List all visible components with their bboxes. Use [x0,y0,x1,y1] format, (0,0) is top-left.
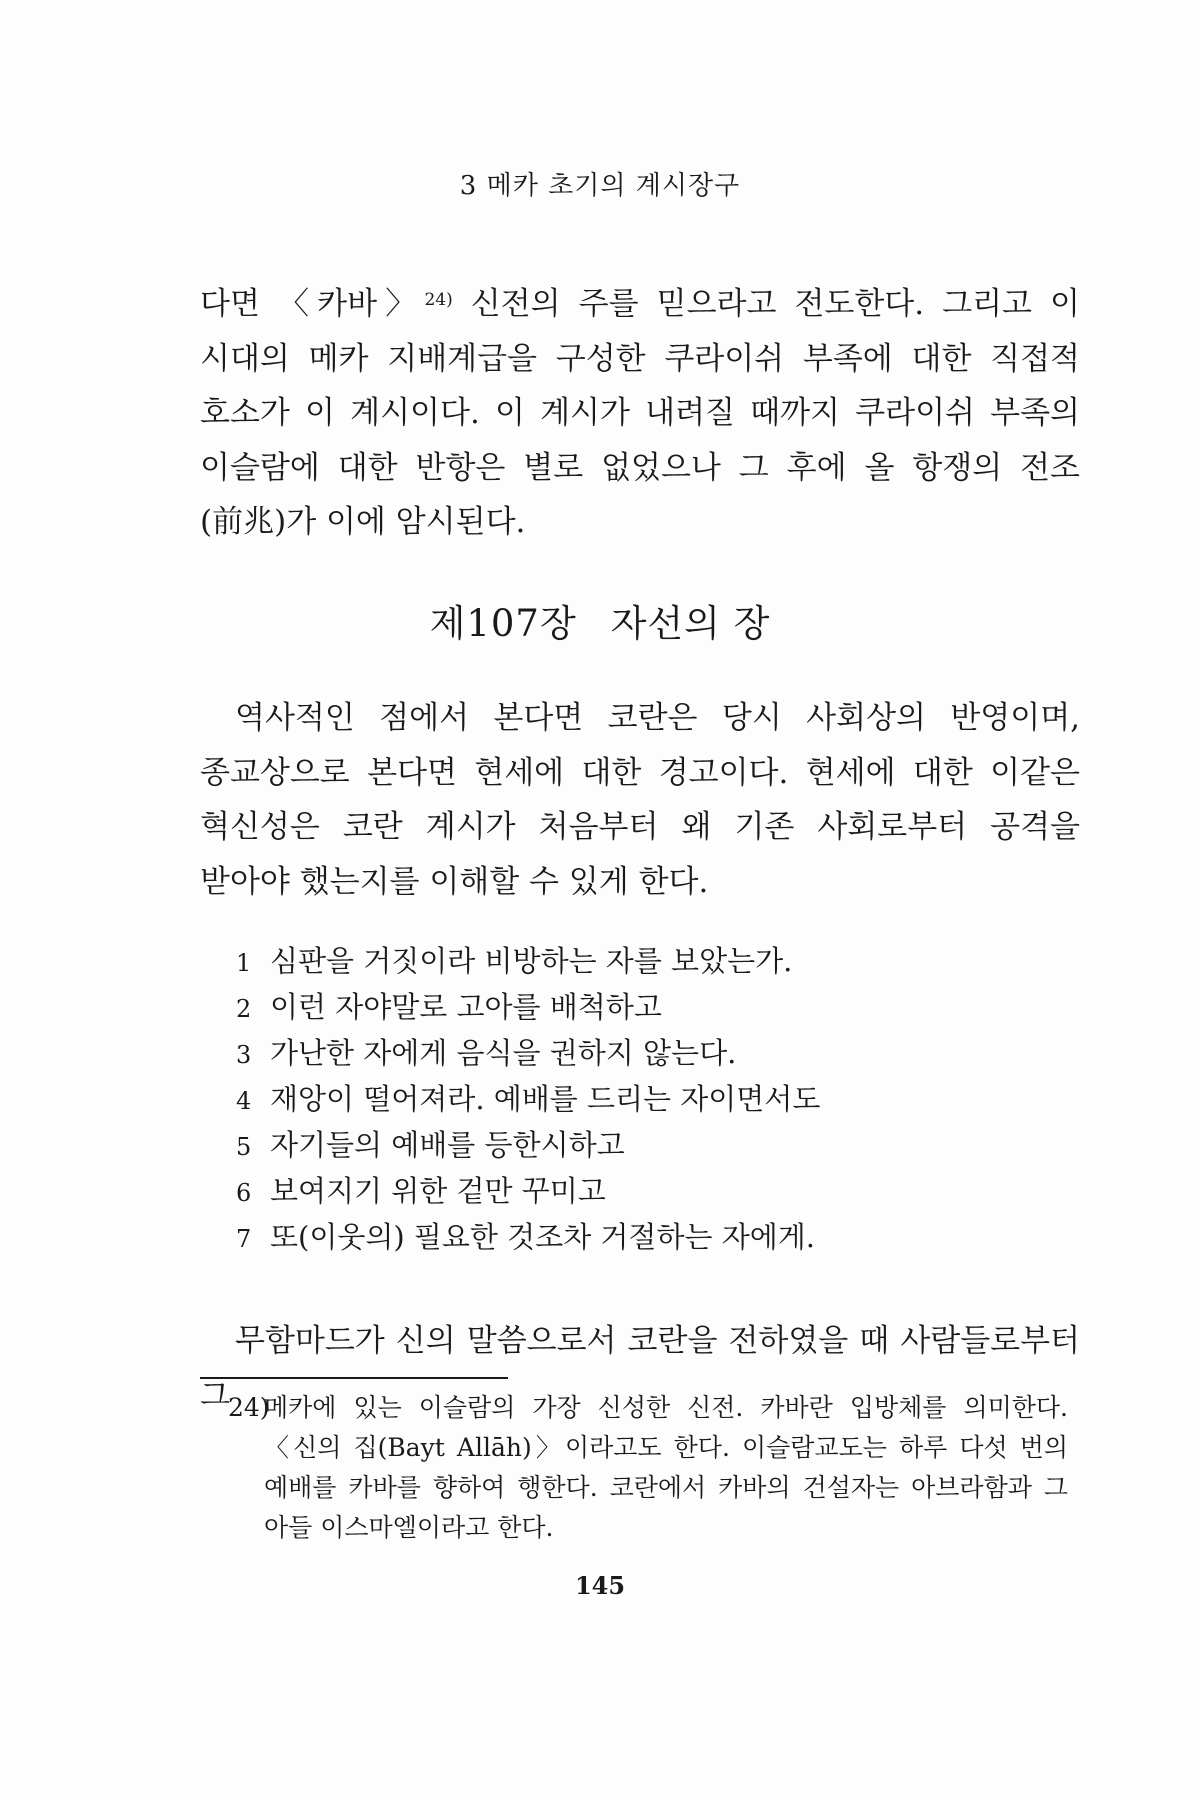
footnote-reference: 24) [424,290,453,310]
running-head: 3 메카 초기의 계시장구 [459,171,741,201]
verse-text: 재앙이 떨어져라. 예배를 드리는 자이면서도 [270,1082,821,1116]
chapter-title: 자선의 장 [610,602,771,645]
verse-number: 1 [236,949,252,977]
verse-number: 7 [236,1225,252,1253]
footnote-divider [200,1377,508,1379]
verse-list [236,938,1056,1260]
footnote-number: 24) [228,1393,270,1422]
verse-number: 6 [236,1179,252,1207]
verse-number: 2 [236,995,252,1023]
paragraph-text-rest: 신전의 주를 믿으라고 전도한다. 그리고 이 시대의 메카 지배계급을 구성한 쿠라이쉬 부족에 대한 직접적 호소가 이 계시이다. 이 계시가 내려질 때까지 쿠라이쉬 부족의 이슬람에 대한 반항은 별로 없었으나 그 후에 올 항쟁의 전조(前兆)가 이에 암시된다. [200,286,1080,540]
verse-item [236,1076,1056,1122]
footnote [228,1388,1068,1548]
chapter-number: 제107장 [429,602,577,645]
verse-text: 가난한 자에게 음식을 권하지 않는다. [270,1036,737,1070]
verse-number: 3 [236,1041,252,1069]
verse-text: 이런 자야말로 고아를 배척하고 [270,990,662,1024]
paragraph-continuation: 무함마드가 신의 말씀으로서 코란을 전하였을 때 사람들로부터 그 [200,1323,1080,1414]
verse-text: 또(이웃의) 필요한 것조차 거절하는 자에게. [270,1220,815,1254]
verse-number: 4 [236,1087,252,1115]
paragraph-text-start: 다면 〈카바〉 [200,286,425,322]
footnote-text: 메카에 있는 이슬람의 가장 신성한 신전. 카바란 입방체를 의미한다. 〈신의 집(Bayt Allāh)〉이라고도 한다. 이슬람교도는 하루 다섯 번의 예배를 카바를 향하여 행한다. 코란에서 카바의 건설자는 아브라함과 그 아들 이스마엘이라고 한다. [264,1393,1068,1542]
paragraph-kaaba-intro [200,277,1080,550]
verse-item [236,1030,1056,1076]
paragraph-historical-context: 역사적인 점에서 본다면 코란은 당시 사회상의 반영이며, 종교상으로 본다면 현세에 대한 경고이다. 현세에 대한 이같은 혁신성은 코란 계시가 처음부터 왜 기존 사회로부터 공격을 받아야 했는지를 이해할 수 있게 한다. [200,700,1080,900]
verse-item [236,1122,1056,1168]
page-number: 145 [574,1571,626,1600]
chapter-heading [0,593,1200,647]
verse-item [236,938,1056,984]
verse-item [236,1168,1056,1214]
verse-text: 심판을 거짓이라 비방하는 자를 보았는가. [270,944,793,978]
verse-item [236,1214,1056,1260]
verse-text: 자기들의 예배를 등한시하고 [270,1128,625,1162]
verse-text: 보여지기 위한 겉만 꾸미고 [270,1174,606,1208]
verse-item [236,984,1056,1030]
verse-number: 5 [236,1133,252,1161]
